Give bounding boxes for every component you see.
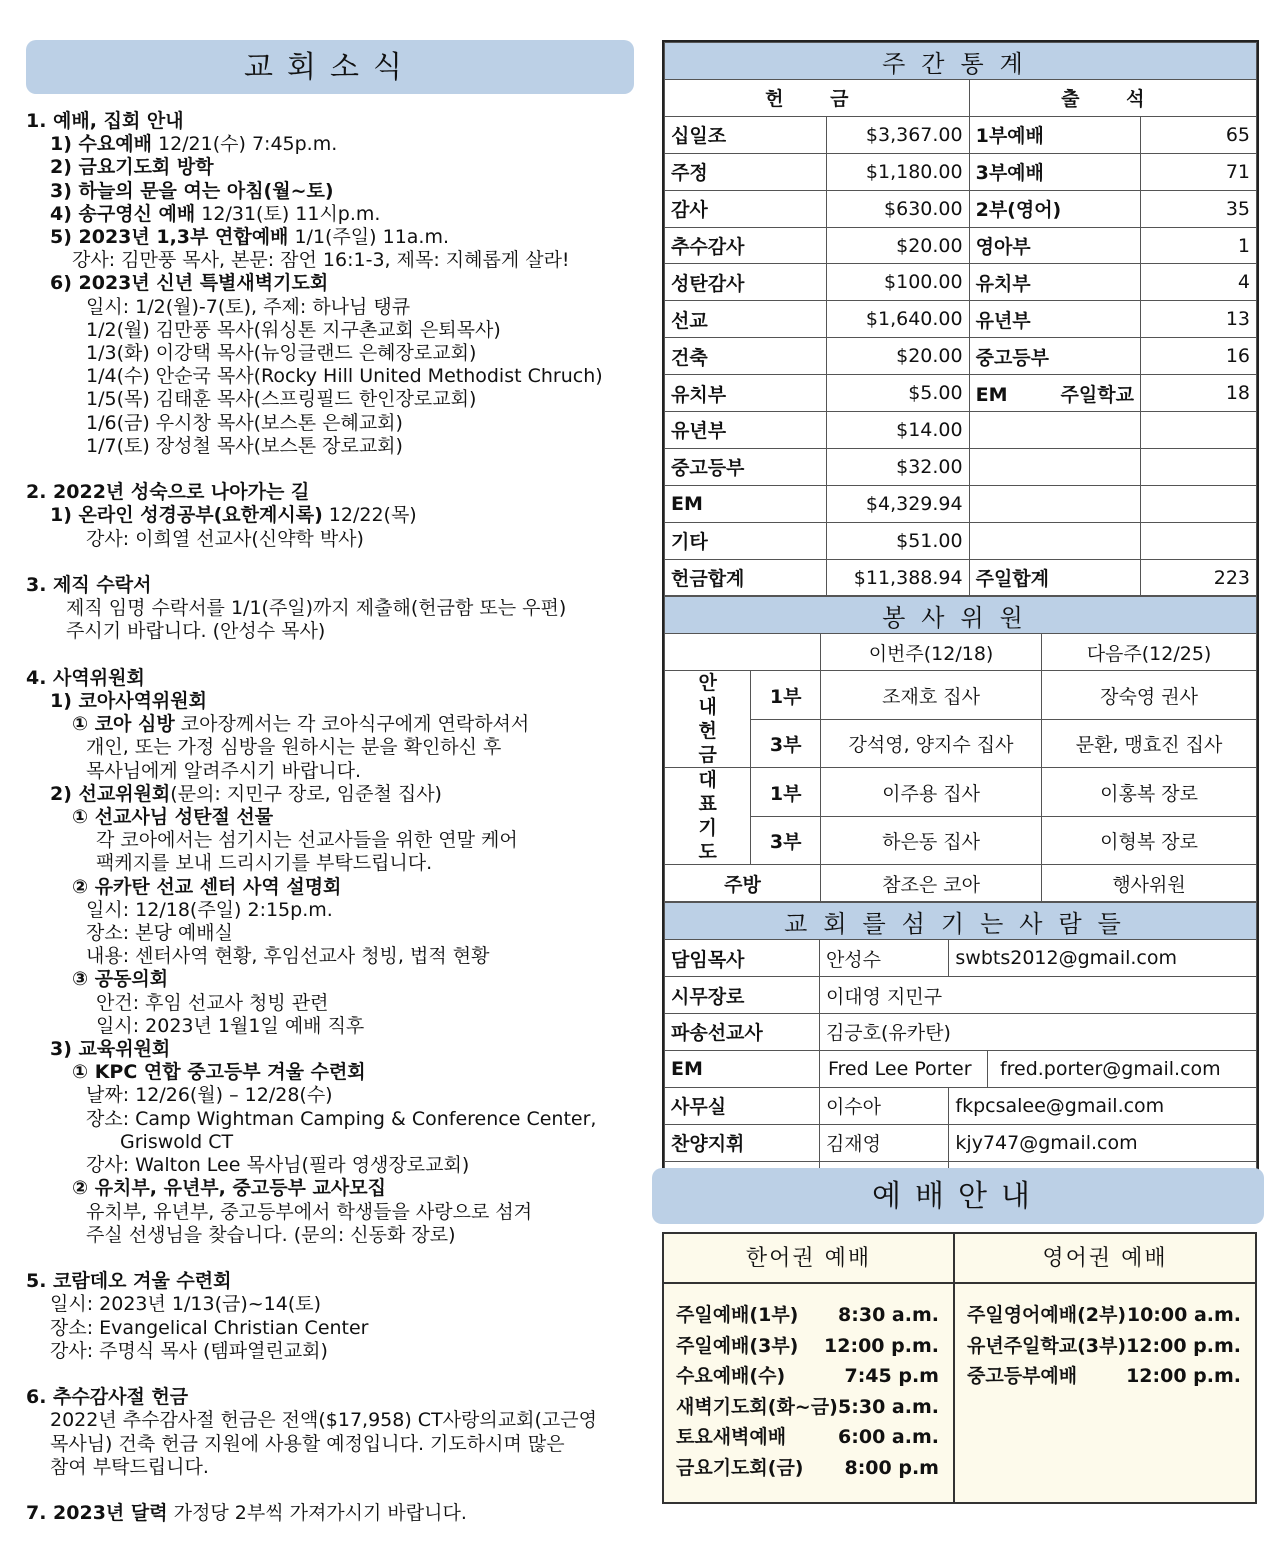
- worship-item: [664, 1300, 953, 1331]
- staff-row: [665, 940, 1257, 977]
- news-line: [26, 829, 646, 852]
- news-line: [26, 180, 646, 203]
- news-line-text: 주시기 바랍니다. (안성수 목사): [66, 620, 326, 643]
- attendance-count: 18: [1140, 375, 1256, 412]
- worship-time: 10:00 a.m.: [1126, 1304, 1241, 1326]
- attendance-count: 4: [1140, 264, 1256, 301]
- news-line-text: 코아장께서는 각 코아식구에게 연락하셔서: [174, 713, 530, 736]
- worship-time: 6:00 a.m.: [838, 1426, 939, 1449]
- news-line-text: 안건: 후임 선교사 청빙 관련: [96, 991, 329, 1014]
- news-line-text: 가정당 2부씩 가져가시기 바랍니다.: [167, 1502, 467, 1525]
- offering-label: 건축: [665, 338, 827, 375]
- offering-label: 주정: [665, 153, 827, 190]
- news-line: [26, 992, 646, 1015]
- news-line: [26, 203, 646, 226]
- news-line-text: 2022년 추수감사절 헌금은 전액($17,958) CT사랑의교회(고근영: [50, 1409, 597, 1432]
- attendance-label: [969, 412, 1140, 449]
- staff-email: kjy747@gmail.com: [949, 1124, 1257, 1161]
- attendance-label: 유년부: [969, 301, 1140, 338]
- news-line-bold: 7. 2023년 달력: [26, 1502, 168, 1525]
- prayer3-next: 이형복 장로: [1042, 816, 1257, 865]
- news-line-text: 12/21(수) 7:45p.m.: [151, 133, 338, 156]
- staff-email: fred.porter@gmail.com: [999, 1057, 1221, 1080]
- news-line-text: 1/4(수) 안순국 목사(Rocky Hill United Methodist Chruch): [86, 365, 603, 388]
- staff-email: fkpcsalee@gmail.com: [949, 1087, 1257, 1124]
- news-line: [26, 110, 646, 133]
- offering-label: 기타: [665, 522, 827, 559]
- news-line: [26, 1224, 646, 1247]
- news-line: [26, 1433, 646, 1456]
- news-line-bold: 1) 온라인 성경공부(요한계시록): [50, 504, 323, 527]
- news-line: [26, 458, 646, 481]
- weekly-stats-table: [664, 42, 1257, 596]
- usher3-this: 강석영, 양지수 집사: [820, 719, 1041, 768]
- offering-amount: $4,329.94: [826, 485, 969, 522]
- worship-name: 금요기도회(금): [676, 1456, 804, 1479]
- news-line: [26, 1131, 646, 1154]
- offering-label: 헌금합계: [665, 559, 827, 596]
- staff-role: 찬양지휘: [665, 1124, 820, 1161]
- attendance-label: 주일합계: [969, 559, 1140, 596]
- news-line-text: 개인, 또는 가정 심방을 원하시는 분을 확인하신 후: [86, 736, 502, 759]
- stats-row: [665, 559, 1257, 596]
- news-line: [26, 760, 646, 783]
- news-line: [26, 667, 646, 690]
- staff-title: 교회를섬기는사람들: [665, 903, 1257, 940]
- news-line-text: 팩케지를 보내 드리시기를 부탁드립니다.: [96, 852, 433, 875]
- news-line: [26, 1038, 646, 1061]
- worship-schedule: [662, 1232, 1257, 1504]
- news-line: [26, 365, 646, 388]
- news-line-text: 5. 코람데오 겨울 수련회: [26, 1270, 232, 1293]
- news-line: [26, 1201, 646, 1224]
- offering-label: 감사: [665, 190, 827, 227]
- news-line-text: 일시: 2023년 1/13(금)~14(토): [50, 1293, 322, 1316]
- news-line: [26, 412, 646, 435]
- news-line-text: 12/31(토) 11시p.m.: [195, 202, 381, 225]
- worship-item: [955, 1361, 1255, 1392]
- news-line-bold: ① KPC 연합 중고등부 겨울 수련회: [72, 1061, 366, 1084]
- offering-label: 유년부: [665, 412, 827, 449]
- news-line-text: 유치부, 유년부, 중고등부에서 학생들을 사랑으로 섬겨: [86, 1200, 533, 1223]
- attendance-count: 71: [1140, 153, 1256, 190]
- kitchen-label: 주방: [665, 865, 821, 902]
- staff-role: 담임목사: [665, 940, 820, 977]
- news-line-text: 강사: 김만풍 목사, 본문: 잠언 16:1-3, 제목: 지혜롭게 살라!: [72, 249, 570, 272]
- news-line-bold: 3) 하늘의 문을 여는 아침(월~토): [50, 179, 334, 202]
- stats-row: [665, 522, 1257, 559]
- staff-name-email: [819, 1050, 1256, 1087]
- staff-row: [665, 1087, 1257, 1124]
- news-line-text: 목사님에게 알려주시기 바랍니다.: [86, 759, 362, 782]
- staff-name: Fred Lee Porter: [820, 1051, 988, 1087]
- worship-item: [664, 1392, 953, 1423]
- worship-item: [955, 1331, 1255, 1362]
- staff-row: [665, 1014, 1257, 1051]
- news-line: [26, 1363, 646, 1386]
- stats-row: [665, 301, 1257, 338]
- news-line: [26, 1456, 646, 1479]
- staff-name: 안성수: [819, 940, 948, 977]
- offering-amount: $3,367.00: [826, 116, 969, 153]
- prayer1-next: 이홍복 장로: [1042, 768, 1257, 817]
- news-line: [26, 644, 646, 667]
- worship-time: 8:00 p.m: [844, 1456, 939, 1479]
- news-line: [26, 945, 646, 968]
- next-week-header: 다음주(12/25): [1042, 634, 1257, 671]
- news-line: [26, 388, 646, 411]
- news-line: [26, 272, 646, 295]
- news-line-bold: ① 코아 심방: [72, 713, 175, 736]
- korean-worship-title: 한어권 예배: [664, 1234, 953, 1284]
- staff-row: [665, 1050, 1257, 1087]
- stats-row: [665, 227, 1257, 264]
- offering-amount: $51.00: [826, 522, 969, 559]
- news-line-bold: 1) 수요예배: [50, 133, 152, 156]
- stats-row: [665, 153, 1257, 190]
- news-line-text: 강사: 주명식 목사 (템파열린교회): [50, 1339, 328, 1362]
- attendance-label: [969, 485, 1140, 522]
- attendance-label: [969, 448, 1140, 485]
- worship-name: 새벽기도회(화~금): [676, 1395, 838, 1418]
- offering-amount: $630.00: [826, 190, 969, 227]
- news-line: [26, 1502, 646, 1525]
- attendance-count: 35: [1140, 190, 1256, 227]
- news-line-text: 참여 부탁드립니다.: [50, 1455, 209, 1478]
- kitchen-next: 행사위원: [1042, 865, 1257, 902]
- news-line-text: 1/7(토) 장성철 목사(보스톤 장로교회): [86, 434, 403, 457]
- news-line: [26, 481, 646, 504]
- worship-name: 토요새벽예배: [676, 1426, 787, 1449]
- news-line: [26, 435, 646, 458]
- news-line: [26, 133, 646, 156]
- offering-label: 십일조: [665, 116, 827, 153]
- news-line: [26, 1409, 646, 1432]
- news-line-text: 강사: Walton Lee 목사님(필라 영생장로교회): [86, 1154, 470, 1177]
- news-line-text: Griswold CT: [120, 1130, 234, 1153]
- news-line: [26, 1340, 646, 1363]
- staff-table: [664, 902, 1257, 1198]
- worship-name: 주일예배(1부): [676, 1304, 799, 1326]
- news-line-bold: ② 유카탄 선교 센터 사역 설명회: [72, 875, 342, 898]
- news-line: [26, 551, 646, 574]
- staff-name: 김재영: [819, 1124, 948, 1161]
- usher-part1: 1부: [751, 671, 821, 720]
- news-line-bold: 3) 교육위원회: [50, 1038, 171, 1061]
- worship-item: [955, 1300, 1255, 1331]
- news-line: [26, 806, 646, 829]
- attendance-label: 영아부: [969, 227, 1140, 264]
- news-line-text: 일시: 1/2(월)-7(토), 주제: 하나님 탱큐: [86, 295, 411, 318]
- prayer-part1: 1부: [751, 768, 821, 817]
- attendance-count: [1140, 485, 1256, 522]
- news-line: [26, 783, 646, 806]
- worship-item: [664, 1453, 953, 1484]
- usher1-this: 조재호 집사: [820, 671, 1041, 720]
- staff-email: swbts2012@gmail.com: [949, 940, 1257, 977]
- news-line: [26, 597, 646, 620]
- worship-name: 주일예배(3부): [676, 1334, 799, 1357]
- news-line-text: 강사: 이희열 선교사(신약학 박사): [86, 527, 364, 550]
- news-line-bold: 5) 2023년 1,3부 연합예배: [50, 226, 289, 249]
- service-volunteers-table: [664, 596, 1257, 902]
- worship-time: 12:00 p.m.: [1126, 1334, 1241, 1357]
- news-line: [26, 922, 646, 945]
- staff-row: [665, 1124, 1257, 1161]
- attendance-label: 3부예배: [969, 153, 1140, 190]
- news-line-text: 장소: Evangelical Christian Center: [50, 1316, 369, 1339]
- news-line: [26, 713, 646, 736]
- news-line-text: 1/1(주일) 11a.m.: [288, 226, 450, 249]
- kitchen-this: 참조은 코아: [820, 865, 1041, 902]
- stats-row: [665, 485, 1257, 522]
- offering-label: 중고등부: [665, 448, 827, 485]
- news-line-text: 2. 2022년 성숙으로 나아가는 길: [26, 481, 310, 504]
- usher-part3: 3부: [751, 719, 821, 768]
- news-line-text: 제직 임명 수락서를 1/1(주일)까지 제출해(헌금함 또는 우편): [66, 597, 567, 620]
- news-line-bold: ① 선교사님 성탄절 선물: [72, 806, 274, 829]
- worship-time: 12:00 p.m.: [1126, 1365, 1241, 1388]
- usher3-next: 문환, 맹효진 집사: [1042, 719, 1257, 768]
- staff-role: 사무실: [665, 1087, 820, 1124]
- staff-name: 김긍호(유카탄): [819, 1014, 1256, 1051]
- attendance-label: [969, 522, 1140, 559]
- stats-row: [665, 412, 1257, 449]
- staff-row: [665, 977, 1257, 1014]
- staff-name: 이수아: [819, 1087, 948, 1124]
- news-line-text: 장소: 본당 예배실: [86, 922, 233, 945]
- offering-amount: $100.00: [826, 264, 969, 301]
- worship-item: [664, 1422, 953, 1453]
- news-line: [26, 1293, 646, 1316]
- news-line-text: 주실 선생님을 찾습니다. (문의: 신동화 장로): [86, 1223, 456, 1246]
- news-line: [26, 342, 646, 365]
- worship-time: 12:00 p.m.: [824, 1334, 939, 1357]
- church-news-body: [26, 110, 646, 1525]
- news-line: [26, 1061, 646, 1084]
- staff-role: EM: [665, 1050, 820, 1087]
- staff-role: 시무장로: [665, 977, 820, 1014]
- attendance-label: 유치부: [969, 264, 1140, 301]
- english-worship-title: 영어권 예배: [955, 1234, 1255, 1284]
- offering-amount: $32.00: [826, 448, 969, 485]
- news-line-text: 1/3(화) 이강택 목사(뉴잉글랜드 은혜장로교회): [86, 342, 477, 365]
- news-line: [26, 620, 646, 643]
- attendance-count: 1: [1140, 227, 1256, 264]
- offering-header: 헌 금: [665, 80, 970, 117]
- usher-label: 안 내 헌 금: [665, 671, 751, 768]
- weekly-stats-title: 주간통계: [665, 43, 1257, 80]
- attendance-count: 13: [1140, 301, 1256, 338]
- news-line: [26, 296, 646, 319]
- news-line: [26, 226, 646, 249]
- attendance-label: 1부예배: [969, 116, 1140, 153]
- worship-name: 수요예배(수): [676, 1365, 786, 1388]
- attendance-count: 16: [1140, 338, 1256, 375]
- news-line: [26, 1479, 646, 1502]
- news-line: [26, 1154, 646, 1177]
- attendance-count: [1140, 448, 1256, 485]
- stats-row: [665, 116, 1257, 153]
- worship-item: [664, 1331, 953, 1362]
- news-line: [26, 1317, 646, 1340]
- attendance-count: [1140, 522, 1256, 559]
- news-line-text: 일시: 12/18(주일) 2:15p.m.: [86, 898, 333, 921]
- news-line-bold: ③ 공동의회: [72, 968, 169, 991]
- attendance-count: 65: [1140, 116, 1256, 153]
- korean-worship: [664, 1234, 953, 1502]
- news-line-text: 6. 추수감사절 헌금: [26, 1386, 189, 1409]
- stats-row: [665, 264, 1257, 301]
- news-line: [26, 1177, 646, 1200]
- offering-amount: $20.00: [826, 338, 969, 375]
- worship-name: 주일영어예배(2부): [966, 1304, 1127, 1326]
- staff-name: 이대영 지민구: [819, 977, 1256, 1014]
- attendance-label: EM 주일학교: [969, 375, 1140, 412]
- stats-row: [665, 190, 1257, 227]
- attendance-count: 223: [1140, 559, 1256, 596]
- worship-time: 5:30 a.m.: [838, 1395, 939, 1418]
- news-line: [26, 690, 646, 713]
- news-line: [26, 1247, 646, 1270]
- offering-amount: $14.00: [826, 412, 969, 449]
- offering-label: EM: [665, 485, 827, 522]
- news-line: [26, 1084, 646, 1107]
- prayer3-this: 하은동 집사: [820, 816, 1041, 865]
- news-line: [26, 1386, 646, 1409]
- news-line: [26, 852, 646, 875]
- stats-row: [665, 338, 1257, 375]
- offering-label: 성탄감사: [665, 264, 827, 301]
- news-line-text: 3. 제직 수락서: [26, 574, 152, 597]
- news-line-text: 1/5(목) 김태훈 목사(스프링필드 한인장로교회): [86, 388, 477, 411]
- news-line-text: 각 코아에서는 섬기시는 선교사들을 위한 연말 케어: [96, 829, 518, 852]
- stats-row: [665, 448, 1257, 485]
- offering-amount: $5.00: [826, 375, 969, 412]
- news-line: [26, 528, 646, 551]
- staff-role: 파송선교사: [665, 1014, 820, 1051]
- offering-label: 추수감사: [665, 227, 827, 264]
- news-line: [26, 968, 646, 991]
- news-line-bold: 1) 코아사역위원회: [50, 690, 207, 713]
- news-line-text: 1/2(월) 김만풍 목사(워싱톤 지구촌교회 은퇴목사): [86, 318, 501, 341]
- worship-time: 8:30 a.m.: [838, 1304, 939, 1326]
- news-line: [26, 1015, 646, 1038]
- news-line: [26, 319, 646, 342]
- service-title: 봉사위원: [665, 597, 1257, 634]
- attendance-label: 2부(영어): [969, 190, 1140, 227]
- news-line: [26, 899, 646, 922]
- prayer-part3: 3부: [751, 816, 821, 865]
- attendance-header: 출 석: [969, 80, 1256, 117]
- news-line-text: 4. 사역위원회: [26, 666, 145, 689]
- news-line-text: 장소: Camp Wightman Camping & Conference Center,: [86, 1107, 597, 1130]
- news-line: [26, 1270, 646, 1293]
- news-line-bold: 2) 선교위원회: [50, 782, 171, 805]
- news-line: [26, 156, 646, 179]
- news-line: [26, 736, 646, 759]
- this-week-header: 이번주(12/18): [820, 634, 1041, 671]
- bulletin-tables: [662, 40, 1259, 1201]
- worship-item: [664, 1361, 953, 1392]
- stats-row: [665, 375, 1257, 412]
- news-line-text: 1. 예배, 집회 안내: [26, 110, 184, 132]
- news-line-text: 1/6(금) 우시창 목사(보스톤 은혜교회): [86, 411, 403, 434]
- prayer1-this: 이주용 집사: [820, 768, 1041, 817]
- news-line: [26, 876, 646, 899]
- church-news-banner: 교회소식: [26, 40, 634, 94]
- offering-amount: $1,180.00: [826, 153, 969, 190]
- news-line: [26, 574, 646, 597]
- news-line-text: (문의: 지민구 장로, 임준철 집사): [170, 782, 442, 805]
- offering-amount: $11,388.94: [826, 559, 969, 596]
- news-line-text: 일시: 2023년 1월1일 예배 직후: [96, 1014, 365, 1037]
- offering-amount: $20.00: [826, 227, 969, 264]
- news-line-bold: 2) 금요기도회 방학: [50, 156, 214, 179]
- news-line-bold: 6) 2023년 신년 특별새벽기도회: [50, 272, 329, 295]
- offering-label: 선교: [665, 301, 827, 338]
- news-line: [26, 1108, 646, 1131]
- news-line: [26, 504, 646, 527]
- prayer-label: 대 표 기 도: [665, 768, 751, 865]
- news-line: [26, 249, 646, 272]
- usher1-next: 장숙영 권사: [1042, 671, 1257, 720]
- attendance-label: 중고등부: [969, 338, 1140, 375]
- news-line-bold: ② 유치부, 유년부, 중고등부 교사모집: [72, 1177, 386, 1200]
- news-line-text: 목사님) 건축 헌금 지원에 사용할 예정입니다. 기도하시며 많은: [50, 1432, 565, 1455]
- offering-amount: $1,640.00: [826, 301, 969, 338]
- news-line-text: 12/22(목): [322, 504, 417, 527]
- english-worship: [953, 1234, 1255, 1502]
- worship-time: 7:45 p.m: [844, 1365, 939, 1388]
- news-line-bold: 4) 송구영신 예배: [50, 202, 196, 225]
- worship-banner: 예배안내: [652, 1168, 1264, 1224]
- attendance-count: [1140, 412, 1256, 449]
- offering-label: 유치부: [665, 375, 827, 412]
- news-line-text: 내용: 센터사역 현황, 후임선교사 청빙, 법적 현황: [86, 945, 490, 968]
- news-line-text: 날짜: 12/26(월) – 12/28(수): [86, 1084, 333, 1107]
- worship-name: 중고등부예배: [966, 1365, 1078, 1388]
- worship-name: 유년주일학교(3부): [966, 1334, 1127, 1357]
